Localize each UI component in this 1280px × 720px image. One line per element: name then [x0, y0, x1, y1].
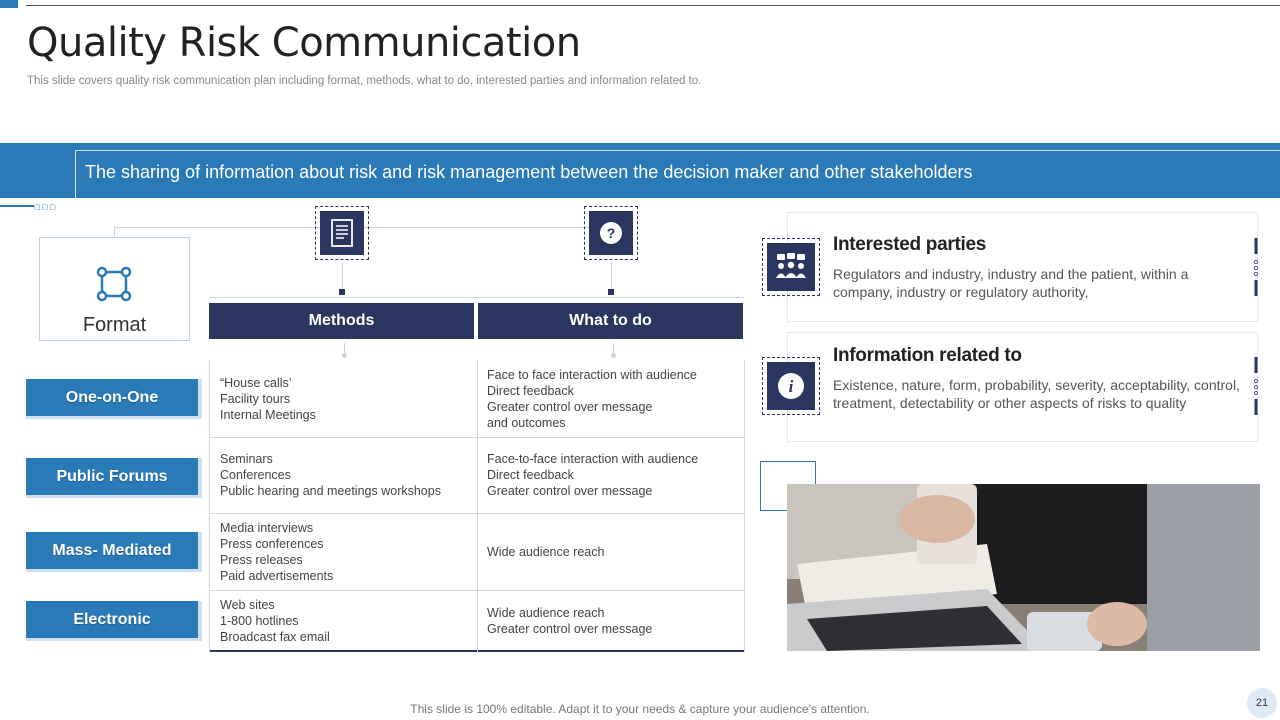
cell-line: Facility tours — [220, 392, 291, 406]
row-label-one-on-one: One-on-One — [26, 379, 202, 419]
cell-line: Greater control over message — [487, 484, 653, 498]
connector-line — [342, 262, 343, 290]
connector-dot — [339, 289, 345, 295]
footer-note: This slide is 100% editable. Adapt it to your needs & capture your audience’s attention. — [410, 702, 870, 716]
table-cell-methods — [220, 442, 470, 508]
table-cell-what-to-do — [487, 595, 737, 647]
cell-line: Face to face interaction with audience — [487, 368, 697, 382]
interested-parties-icon-frame — [762, 238, 820, 296]
table-divider — [477, 360, 478, 652]
connector-line — [209, 297, 745, 298]
svg-text:?: ? — [606, 225, 616, 241]
group-chat-icon — [774, 252, 808, 282]
side-accent-dots — [1254, 357, 1258, 415]
cell-line: Face-to-face interaction with audience — [487, 452, 699, 466]
information-icon-frame — [762, 357, 820, 415]
cell-line: Web sites — [220, 598, 275, 612]
table-divider — [209, 437, 745, 438]
four-nodes-icon — [96, 266, 132, 302]
connector-dot — [342, 353, 347, 358]
cell-line: Public hearing and meetings workshops — [220, 484, 441, 498]
row-label-electronic: Electronic — [26, 601, 202, 641]
cell-line: Paid advertisements — [220, 569, 334, 583]
table-cell-methods — [220, 518, 470, 586]
table-cell-methods — [220, 366, 470, 432]
table-cell-what-to-do — [487, 518, 737, 586]
cell-line: Media interviews — [220, 521, 314, 535]
cell-line: Direct feedback — [487, 384, 574, 398]
table-cell-methods — [220, 595, 470, 647]
banner-accent-line — [0, 205, 34, 207]
top-rule — [26, 5, 1280, 6]
svg-text:i: i — [788, 377, 794, 396]
table-divider — [744, 360, 745, 652]
cell-line: Seminars — [220, 452, 273, 466]
cell-line: 1-800 hotlines — [220, 614, 299, 628]
question-icon — [598, 220, 624, 246]
column-header-methods: Methods — [209, 303, 474, 341]
table-divider — [209, 360, 210, 652]
connector-dot — [608, 289, 614, 295]
table-cell-what-to-do — [487, 442, 737, 508]
top-accent-bar — [0, 0, 18, 8]
interested-parties-body: Regulators and industry, industry and the patient, within a company, industry or regulatory authority, — [833, 266, 1189, 300]
cell-line: Wide audience reach — [487, 606, 605, 620]
page-title: Quality Risk Communication — [27, 20, 581, 66]
row-label-mass-mediated: Mass- Mediated — [26, 532, 202, 572]
table-cell-what-to-do — [487, 366, 737, 432]
cell-line: Press conferences — [220, 537, 324, 551]
interested-parties-title: Interested parties — [833, 234, 986, 255]
table-divider — [209, 513, 745, 514]
connector-line — [611, 262, 612, 290]
page-subtitle: This slide covers quality risk communication plan including format, methods, what to do, interested parties and information related to. — [27, 75, 702, 87]
table-divider — [209, 590, 745, 591]
cell-line: Wide audience reach — [487, 545, 605, 559]
column-header-what-to-do: What to do — [478, 303, 743, 341]
information-related-title: Information related to — [833, 345, 1022, 366]
laptop-phone-photo — [787, 484, 1260, 651]
cell-line: “House calls’ — [220, 376, 292, 390]
info-icon — [776, 371, 806, 401]
photo-illustration — [787, 484, 1260, 651]
cell-line: Press releases — [220, 553, 303, 567]
cell-line: Conferences — [220, 468, 291, 482]
information-related-body: Existence, nature, form, probability, severity, acceptability, control, treatment, detectability or other aspects of risks to quality — [833, 377, 1240, 411]
row-label-public-forums: Public Forums — [26, 458, 202, 498]
format-label: Format — [82, 314, 147, 336]
banner-accent-dots: ▢▢▢ — [34, 204, 57, 211]
what-to-do-icon-frame — [584, 206, 638, 260]
document-icon — [329, 218, 355, 248]
page-number: 21 — [1247, 688, 1277, 718]
connector-dot — [611, 353, 616, 358]
cell-line: and outcomes — [487, 416, 566, 430]
cell-line: Direct feedback — [487, 468, 574, 482]
definition-text: The sharing of information about risk and risk management between the decision maker and other stakeholders — [85, 162, 973, 182]
cell-line: Greater control over message — [487, 622, 653, 636]
methods-icon-frame — [315, 206, 369, 260]
connector-line — [114, 227, 115, 237]
cell-line: Internal Meetings — [220, 408, 316, 422]
cell-line: Greater control over message — [487, 400, 653, 414]
cell-line: Broadcast fax email — [220, 630, 330, 644]
side-accent-dots — [1254, 238, 1258, 296]
